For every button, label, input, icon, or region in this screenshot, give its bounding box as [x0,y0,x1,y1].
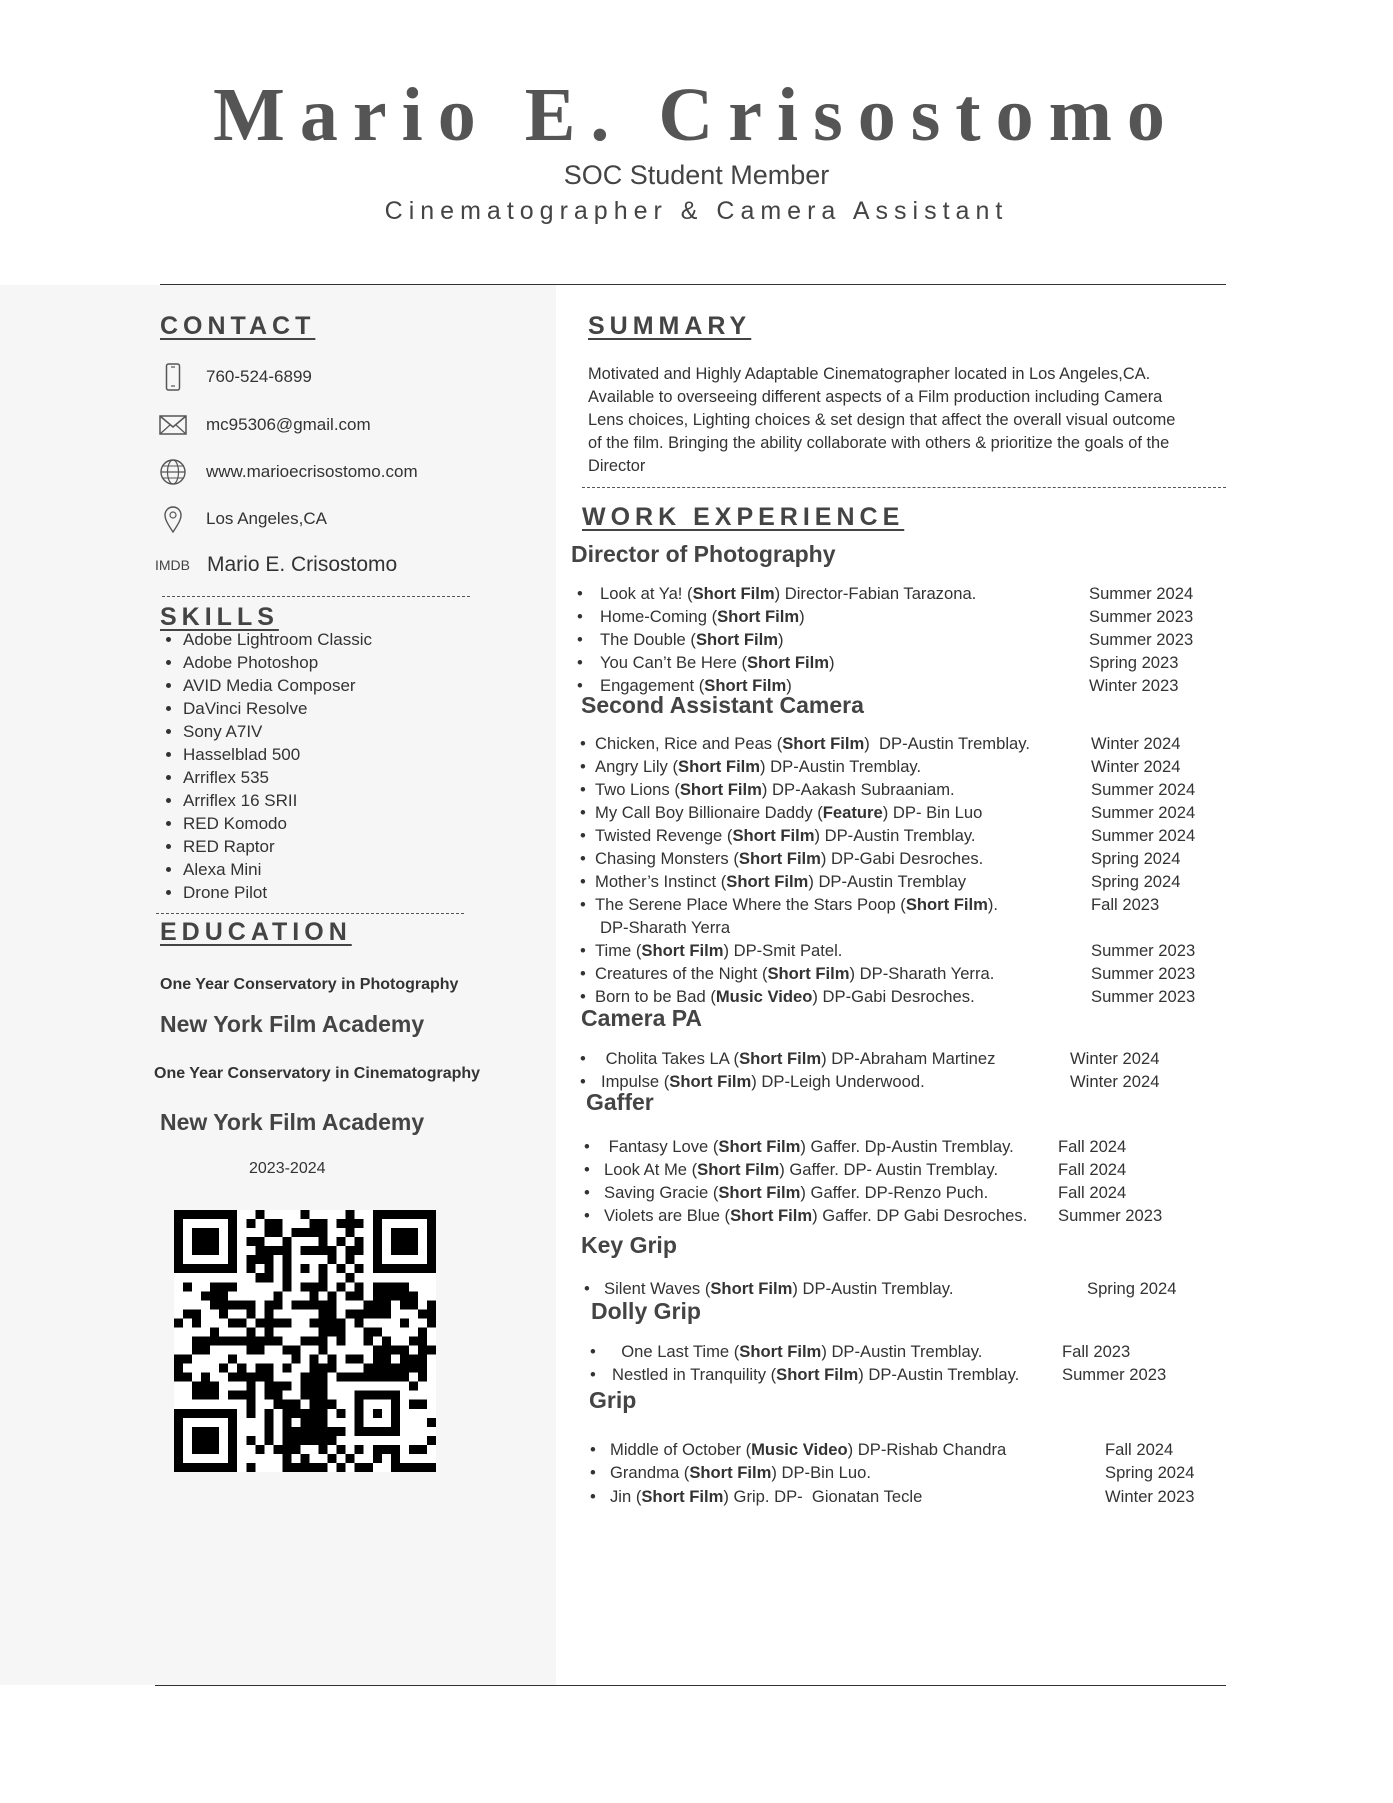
bullet-icon: • [577,607,583,626]
bullet-icon: • [580,895,586,914]
experience-date: Fall 2023 [1091,895,1160,914]
project-type: Short Film [732,826,815,845]
experience-entry [0,941,1393,964]
project-credit: ) DP-Austin Tremblay. [814,826,976,845]
experience-date: Winter 2023 [1089,676,1179,695]
summary-divider [582,487,1226,488]
experience-title [612,1342,982,1362]
project-title: Nestled in Tranquility ( [612,1365,777,1384]
experience-date: Summer 2023 [1062,1365,1167,1384]
bullet-icon: • [580,757,586,776]
bullet-icon: • [580,872,586,891]
resume-name: Mario E. Crisostomo [213,73,1180,157]
list-item: • Adobe Lightroom Classic [183,628,372,651]
project-type: Short Film [718,1137,801,1156]
experience-entry [0,780,1393,803]
experience-title [595,757,921,777]
project-title: One Last Time ( [612,1342,740,1361]
project-title: Home-Coming ( [600,607,718,626]
project-type: Music Video [751,1440,848,1459]
project-type: Short Film [641,1487,724,1506]
summary-text [588,363,1228,478]
project-type: Short Film [641,941,724,960]
education-heading: EDUCATION [160,918,352,946]
envelope-icon [155,414,191,436]
project-title: Engagement ( [600,676,705,695]
project-type: Short Film [679,780,762,799]
project-title: Cholita Takes LA ( [601,1049,740,1068]
imdb-link[interactable]: Mario E. Crisostomo [207,553,398,576]
list-item: • Arriflex 16 SRII [183,789,372,812]
contact-phone [155,362,312,392]
bullet-icon: • [580,780,586,799]
project-title: Angry Lily ( [595,757,678,776]
experience-entry [0,849,1393,872]
experience-date: Spring 2024 [1087,1279,1177,1298]
experience-date: Fall 2024 [1058,1160,1127,1179]
experience-entry [0,1137,1393,1160]
project-type: Short Film [717,607,800,626]
project-credit: ) DP-Austin Tremblay. [792,1279,954,1298]
project-credit: ) DP-Leigh Underwood. [751,1072,925,1091]
experience-date: Winter 2023 [1105,1487,1195,1506]
experience-date: Summer 2024 [1091,826,1196,845]
project-credit: ) DP-Austin Tremblay. [858,1365,1020,1384]
project-title: The Serene Place Where the Stars Poop ( [595,895,906,914]
experience-entry [0,1049,1393,1072]
membership-line: SOC Student Member [563,160,830,190]
experience-date: Summer 2024 [1091,803,1196,822]
globe-icon [155,458,191,486]
project-credit: ) Gaffer. Dp-Austin Tremblay. [800,1137,1014,1156]
bullet-icon: • [584,1160,590,1179]
bullet-icon: • [590,1487,596,1506]
experience-entry [0,1183,1393,1206]
experience-entry [0,895,1393,918]
location-pin-icon [155,505,191,533]
experience-title [604,1279,953,1299]
contact-email [155,410,371,440]
bullet-icon: • [580,826,586,845]
project-title: Jin ( [610,1487,642,1506]
bullet-icon: • [577,653,583,672]
bullet-icon: • [580,1072,586,1091]
experience-entry [0,607,1393,630]
project-credit: ) DP-Sharath Yerra. [849,964,995,983]
project-credit: ) DP-Austin Tremblay. [821,1342,983,1361]
summary-line: of the film. Bringing the ability collaborate with others & prioritize the goals of the [588,434,1170,452]
project-type: Short Film [697,1160,780,1179]
experience-entry [0,1487,1393,1510]
list-item: • RED Raptor [183,835,372,858]
project-credit: ) Gaffer. DP- Austin Tremblay. [779,1160,999,1179]
project-type: Short Film [695,630,778,649]
experience-date: Fall 2024 [1058,1183,1127,1202]
summary-line: Motivated and Highly Adaptable Cinematographer located in Los Angeles,CA. [588,365,1151,383]
experience-category-title: Dolly Grip [591,1298,701,1324]
project-credit: ) DP-Rishab Chandra [847,1440,1007,1459]
experience-title [600,653,835,673]
project-credit: ) DP-Abraham Martinez [821,1049,996,1068]
experience-title [604,1160,998,1180]
skills-heading: SKILLS [160,603,279,631]
bullet-icon: • [580,964,586,983]
experience-title [610,1487,922,1507]
experience-date: Spring 2024 [1105,1463,1195,1482]
bullet-icon: • [590,1440,596,1459]
experience-title [595,826,976,846]
experience-title [600,630,784,650]
project-type: Short Film [739,1342,822,1361]
education-program-1: One Year Conservatory in Photography [160,976,459,993]
project-title: Chicken, Rice and Peas ( [595,734,783,753]
contact-website [155,457,418,487]
experience-entry [0,734,1393,757]
project-title: The Double ( [600,630,696,649]
summary-line: Lens choices, Lighting choices & set design that affect the overall visual outcome [588,411,1176,429]
project-credit: ) [799,607,805,626]
experience-title [595,872,966,892]
experience-date: Spring 2024 [1091,849,1181,868]
experience-category-title: Camera PA [581,1005,703,1031]
bullet-icon: • [590,1463,596,1482]
project-type: Short Film [739,1049,822,1068]
experience-date: Summer 2024 [1089,584,1194,603]
phone-icon [155,363,191,391]
experience-title [604,1206,1027,1226]
experience-title [604,1183,988,1203]
experience-title [601,1049,995,1069]
education-years: 2023-2024 [249,1160,326,1177]
project-credit: ) [829,653,835,672]
experience-title [604,1137,1014,1157]
contact-heading: CONTACT [160,312,316,340]
bullet-icon: • [580,941,586,960]
email-link[interactable]: mc95306@gmail.com [206,415,371,434]
experience-entry [0,1440,1393,1463]
project-title: Time ( [595,941,642,960]
experience-entry [0,653,1393,676]
project-credit: ) DP-Bin Luo. [771,1463,871,1482]
project-title: Violets are Blue ( [604,1206,731,1225]
summary-heading: SUMMARY [588,312,752,340]
bullet-icon: • [584,1183,590,1202]
experience-date: Spring 2023 [1089,653,1179,672]
experience-category-title: Gaffer [586,1089,654,1115]
bullet-icon: • [580,849,586,868]
website-link[interactable]: www.marioecrisostomo.com [206,462,418,481]
project-credit: ) DP-Austin Tremblay [808,872,966,891]
list-item: • RED Komodo [183,812,372,835]
project-title: Two Lions ( [595,780,680,799]
project-title: Impulse ( [601,1072,670,1091]
project-credit: ) Gaffer. DP Gabi Desroches. [812,1206,1028,1225]
list-item: • AVID Media Composer [183,674,372,697]
bullet-icon: • [577,584,583,603]
education-school-2: New York Film Academy [160,1109,425,1135]
project-type: Music Video [715,987,813,1006]
experience-date: Summer 2023 [1089,607,1194,626]
experience-date: Fall 2024 [1058,1137,1127,1156]
experience-title [610,1440,1006,1460]
project-credit: ). [987,895,999,914]
experience-entry [0,1342,1393,1365]
experience-entry [0,1160,1393,1183]
experience-category-title: Second Assistant Camera [581,692,864,718]
project-credit: ) Grip. DP- Gionatan Tecle [723,1487,923,1506]
experience-title [595,987,975,1007]
project-title: Grandma ( [610,1463,690,1482]
experience-date: Spring 2024 [1091,872,1181,891]
project-type: Short Film [905,895,988,914]
experience-entry-continued: DP-Sharath Yerra [600,918,731,937]
footer-divider [155,1685,1226,1686]
project-type: Short Film [689,1463,772,1482]
experience-title [600,607,805,627]
phone-number: 760-524-6899 [206,367,312,386]
project-credit: ) [786,676,792,695]
experience-entry [0,1072,1393,1095]
experience-date: Winter 2024 [1070,1072,1160,1091]
project-type: Short Film [746,653,830,672]
experience-date: Fall 2023 [1062,1342,1131,1361]
experience-date: Summer 2023 [1091,964,1196,983]
project-credit: ) DP-Gabi Desroches. [820,849,984,868]
project-type: Short Film [726,872,809,891]
experience-title [595,849,983,869]
experience-date: Winter 2024 [1070,1049,1160,1068]
qr-code[interactable] [174,1210,436,1472]
bullet-icon: • [590,1365,596,1384]
project-type: Feature [822,803,883,822]
experience-title [595,964,994,984]
experience-title [595,941,842,961]
project-credit: ) DP-Smit Patel. [723,941,843,960]
list-item: • DaVinci Resolve [183,697,372,720]
list-item: • Drone Pilot [183,881,372,904]
project-title: Fantasy Love ( [604,1137,719,1156]
project-type: Short Film [692,584,775,603]
work-experience-heading: WORK EXPERIENCE [582,503,905,531]
bullet-icon: • [580,987,586,1006]
experience-entry [0,803,1393,826]
experience-entry [0,1365,1393,1388]
project-title: Middle of October ( [610,1440,752,1459]
project-type: Short Film [710,1279,793,1298]
project-credit: ) Director-Fabian Tarazona. [774,584,977,603]
project-title: Twisted Revenge ( [595,826,733,845]
summary-line: Available to overseeing different aspects of a Film production including Camera [588,388,1163,406]
project-type: Short Film [669,1072,752,1091]
experience-title [600,584,976,604]
project-credit: ) DP-Aakash Subraaniam. [761,780,955,799]
project-title: Saving Gracie ( [604,1183,719,1202]
project-title: Born to be Bad ( [595,987,716,1006]
experience-category-title: Key Grip [581,1232,677,1258]
experience-title [610,1463,871,1483]
project-credit: ) DP-Austin Tremblay. [760,757,922,776]
project-type: Short Film [776,1365,859,1384]
project-credit: ) DP- Bin Luo [882,803,983,822]
experience-date: Summer 2023 [1091,987,1196,1006]
list-item: • Sony A7IV [183,720,372,743]
experience-entry [0,1206,1393,1229]
experience-entry [0,584,1393,607]
project-credit: ) DP-Gabi Desroches. [812,987,975,1006]
bullet-icon: • [577,676,583,695]
education-program-2: One Year Conservatory in Cinematography [154,1065,481,1082]
experience-entry [0,630,1393,653]
experience-date: Winter 2024 [1091,734,1181,753]
project-title: Look at Ya! ( [600,584,693,603]
list-item: • Adobe Photoshop [183,651,372,674]
experience-entry [0,757,1393,780]
bullet-icon: • [577,630,583,649]
project-title: Silent Waves ( [604,1279,711,1298]
bullet-icon: • [580,1049,586,1068]
bullet-icon: • [590,1342,596,1361]
bullet-icon: • [584,1206,590,1225]
experience-date: Summer 2023 [1091,941,1196,960]
project-type: Short Film [738,849,821,868]
bullet-icon: • [580,734,586,753]
experience-category-title: Director of Photography [571,541,836,567]
project-type: Short Film [678,757,761,776]
imdb-label: IMDB [155,557,190,573]
project-title: You Can’t Be Here ( [600,653,747,672]
summary-line: Director [588,457,646,475]
project-title: Look At Me ( [604,1160,698,1179]
experience-date: Summer 2023 [1058,1206,1163,1225]
experience-date: Winter 2024 [1091,757,1181,776]
list-item: • Hasselblad 500 [183,743,372,766]
experience-date: Summer 2024 [1091,780,1196,799]
experience-category-title: Grip [589,1387,637,1413]
experience-date: Summer 2023 [1089,630,1194,649]
experience-entry [0,826,1393,849]
project-type: Short Film [718,1183,801,1202]
experience-title [595,734,1030,754]
contact-location [155,504,327,534]
experience-entry [0,872,1393,895]
role-line: Cinematographer & Camera Assistant [384,197,1009,225]
experience-title [595,780,955,800]
experience-title [595,895,998,915]
experience-date: Fall 2024 [1105,1440,1174,1459]
project-credit: ) Gaffer. DP-Renzo Puch. [800,1183,989,1202]
project-type: Short Film [782,734,865,753]
experience-title [612,1365,1019,1385]
project-credit: ) DP-Austin Tremblay. [864,734,1030,753]
project-title: Creatures of the Night ( [595,964,768,983]
project-title: Mother’s Instinct ( [595,872,727,891]
education-school-1: New York Film Academy [160,1011,425,1037]
experience-entry [0,964,1393,987]
project-title: My Call Boy Billionaire Daddy ( [595,803,823,822]
list-item: • Arriflex 535 [183,766,372,789]
project-type: Short Film [730,1206,813,1225]
experience-entry [0,1463,1393,1486]
location-text: Los Angeles,CA [206,509,327,528]
list-item: • Alexa Mini [183,858,372,881]
bullet-icon: • [584,1279,590,1298]
project-credit: ) [777,630,784,649]
project-type: Short Film [767,964,850,983]
bullet-icon: • [584,1137,590,1156]
project-type: Short Film [704,676,787,695]
experience-title [595,803,982,823]
bullet-icon: • [580,803,586,822]
project-title: Chasing Monsters ( [595,849,739,868]
